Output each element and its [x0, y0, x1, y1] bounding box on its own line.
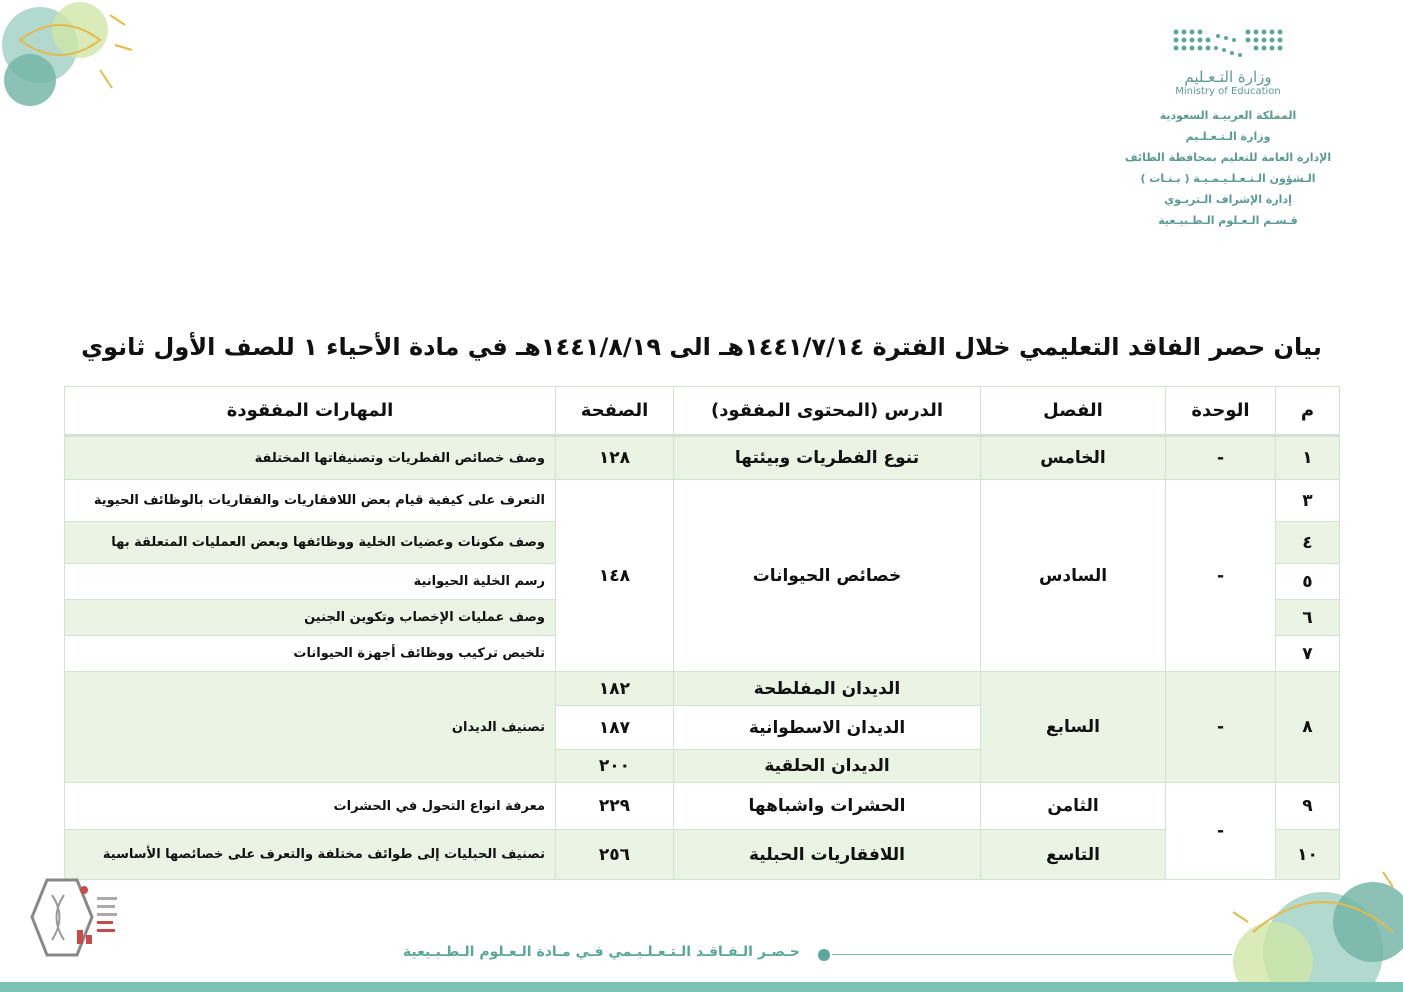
- footer-bullet-icon: [818, 949, 830, 961]
- ministry-logo-icon: [1172, 28, 1284, 64]
- header-chapter: الفصل: [981, 387, 1166, 436]
- table-row: [65, 783, 1340, 830]
- cell-page: ٢٠٠: [556, 750, 674, 783]
- table-row: [65, 480, 1340, 522]
- header-skills: المهارات المفقودة: [65, 387, 556, 436]
- ministry-name-ar: وزارة التـعـليم: [1184, 68, 1272, 86]
- cell-skill: التعرف على كيفية قيام بعض اللافقاريات والفقاريات بالوظائف الحيوية: [65, 480, 556, 522]
- ministry-name-en: Ministry of Education: [1175, 86, 1281, 97]
- table-row: [65, 672, 1340, 706]
- cell-skill: وصف مكونات وعضيات الخلية ووظائفها وبعض العمليات المتعلقة بها: [65, 522, 556, 564]
- cell-lesson: الحشرات واشباهها: [674, 783, 981, 830]
- cell-unit: -: [1166, 436, 1276, 480]
- cell-lesson: الديدان المفلطحة: [674, 672, 981, 706]
- cell-unit: -: [1166, 672, 1276, 783]
- cell-page: ٢٢٩: [556, 783, 674, 830]
- cell-chapter: التاسع: [981, 830, 1166, 880]
- cell-num: ٤: [1276, 522, 1340, 564]
- footer-rule: [832, 954, 1232, 955]
- cell-num: ١٠: [1276, 830, 1340, 880]
- cell-num: ٩: [1276, 783, 1340, 830]
- cell-chapter: السابع: [981, 672, 1166, 783]
- header-line: قـسـم الـعـلوم الـطـبيـعية: [1158, 214, 1298, 227]
- cell-page: ١٤٨: [556, 480, 674, 672]
- cell-page: ١٨٢: [556, 672, 674, 706]
- cell-num: ٦: [1276, 600, 1340, 636]
- header-line: الإدارة العامة للتعليم بمحافظة الطائف: [1124, 151, 1332, 164]
- floral-decoration-icon: [0, 0, 140, 125]
- cell-lesson: تنوع الفطريات وبيئتها: [674, 436, 981, 480]
- cell-chapter: الثامن: [981, 783, 1166, 830]
- header-lesson: الدرس (المحتوى المفقود): [674, 387, 981, 436]
- header-unit: الوحدة: [1166, 387, 1276, 436]
- cell-unit: -: [1166, 480, 1276, 672]
- cell-skill: رسم الخلية الحيوانية: [65, 564, 556, 600]
- table-row: [65, 436, 1340, 480]
- department-logo-icon: [22, 875, 122, 960]
- cell-num: ٧: [1276, 636, 1340, 672]
- cell-lesson: اللافقاريات الحبلية: [674, 830, 981, 880]
- ministry-header: [1113, 28, 1343, 231]
- cell-lesson: الديدان الحلقية: [674, 750, 981, 783]
- cell-num: ٨: [1276, 672, 1340, 783]
- cell-num: ١: [1276, 436, 1340, 480]
- cell-skill: تلخيص تركيب ووظائف أجهزة الحيوانات: [65, 636, 556, 672]
- cell-lesson: خصائص الحيوانات: [674, 480, 981, 672]
- page-title: بيان حصر الفاقد التعليمي خلال الفترة ١٤٤١/٧/١٤هـ الى ١٤٤١/٨/١٩هـ في مادة الأحياء ١ للصف الأول ثانوي: [81, 333, 1322, 361]
- cell-unit: -: [1166, 783, 1276, 880]
- cell-skill: تصنيف الحبليات إلى طوائف مختلفة والتعرف على خصائصها الأساسية: [65, 830, 556, 880]
- cell-skill: وصف عمليات الإخصاب وتكوين الجنين: [65, 600, 556, 636]
- cell-page: ٢٥٦: [556, 830, 674, 880]
- cell-page: ١٢٨: [556, 436, 674, 480]
- cell-lesson: الديدان الاسطوانية: [674, 706, 981, 750]
- header-num: م: [1276, 387, 1340, 436]
- cell-page: ١٨٧: [556, 706, 674, 750]
- header-line: الـشؤون الـتـعـلـيـمـيـة ( بـنـات ): [1140, 172, 1316, 185]
- learning-loss-table: [64, 386, 1340, 880]
- cell-num: ٥: [1276, 564, 1340, 600]
- table-header-row: [65, 387, 1340, 436]
- cell-chapter: السادس: [981, 480, 1166, 672]
- cell-num: ٣: [1276, 480, 1340, 522]
- cell-skill: تصنيف الديدان: [65, 672, 556, 783]
- bottom-bar: [0, 982, 1403, 992]
- cell-skill: وصف خصائص الفطريات وتصنيفاتها المختلفة: [65, 436, 556, 480]
- header-page: الصفحة: [556, 387, 674, 436]
- footer-caption: حـصـر الـفـاقـد الـتـعـلـيـمي فـي مـادة الـعـلوم الـطـبـيعية: [402, 944, 800, 960]
- header-line: إدارة الإشراف الـتربـوي: [1164, 193, 1292, 206]
- cell-skill: معرفة انواع التحول في الحشرات: [65, 783, 556, 830]
- table-row: [65, 830, 1340, 880]
- header-line: المملكة العربيـة السعودية: [1159, 109, 1297, 122]
- header-line: وزارة الـتـعـلـيم: [1185, 130, 1271, 143]
- cell-chapter: الخامس: [981, 436, 1166, 480]
